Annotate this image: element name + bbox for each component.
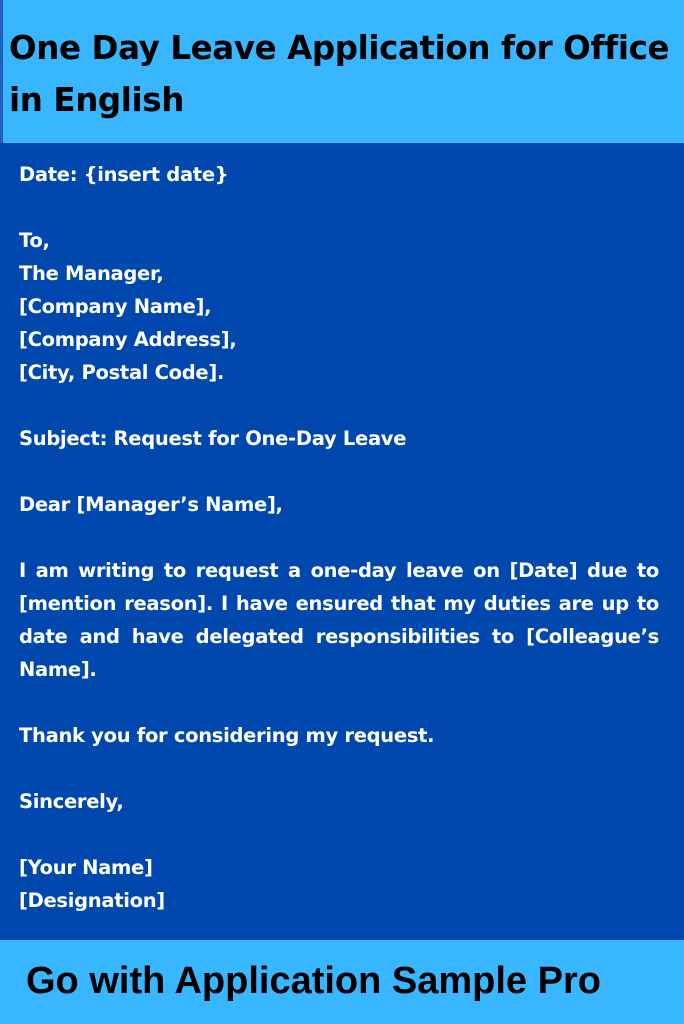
title-banner [0, 0, 684, 143]
recipient-address [19, 224, 659, 389]
letter-body [19, 158, 659, 917]
letter-thanks: Thank you for considering my request. [19, 724, 435, 747]
signature-designation: [Designation] [19, 889, 165, 912]
signature-name: [Your Name] [19, 856, 153, 879]
recipient-line: [Company Address], [19, 328, 237, 351]
recipient-line: [Company Name], [19, 295, 212, 318]
footer-banner [0, 940, 684, 1024]
recipient-line: [City, Postal Code]. [19, 361, 225, 384]
letter-subject: Subject: Request for One-Day Leave [19, 427, 407, 450]
letter-paragraph: I am writing to request a one-day leave on [Date] due to [mention reason]. I have ensured that my duties are up to date and have delegated responsibilities to [Colleague’s Name]. [19, 559, 659, 681]
letter-date: Date: {insert date} [19, 163, 229, 186]
letter-salutation: Dear [Manager’s Name], [19, 493, 283, 516]
recipient-line: The Manager, [19, 262, 164, 285]
letter-closing: Sincerely, [19, 790, 124, 813]
footer-text: Go with Application Sample Pro [26, 960, 601, 1002]
page-title: One Day Leave Application for Office in English [9, 29, 670, 119]
recipient-line: To, [19, 229, 50, 252]
signature-block [19, 851, 659, 917]
